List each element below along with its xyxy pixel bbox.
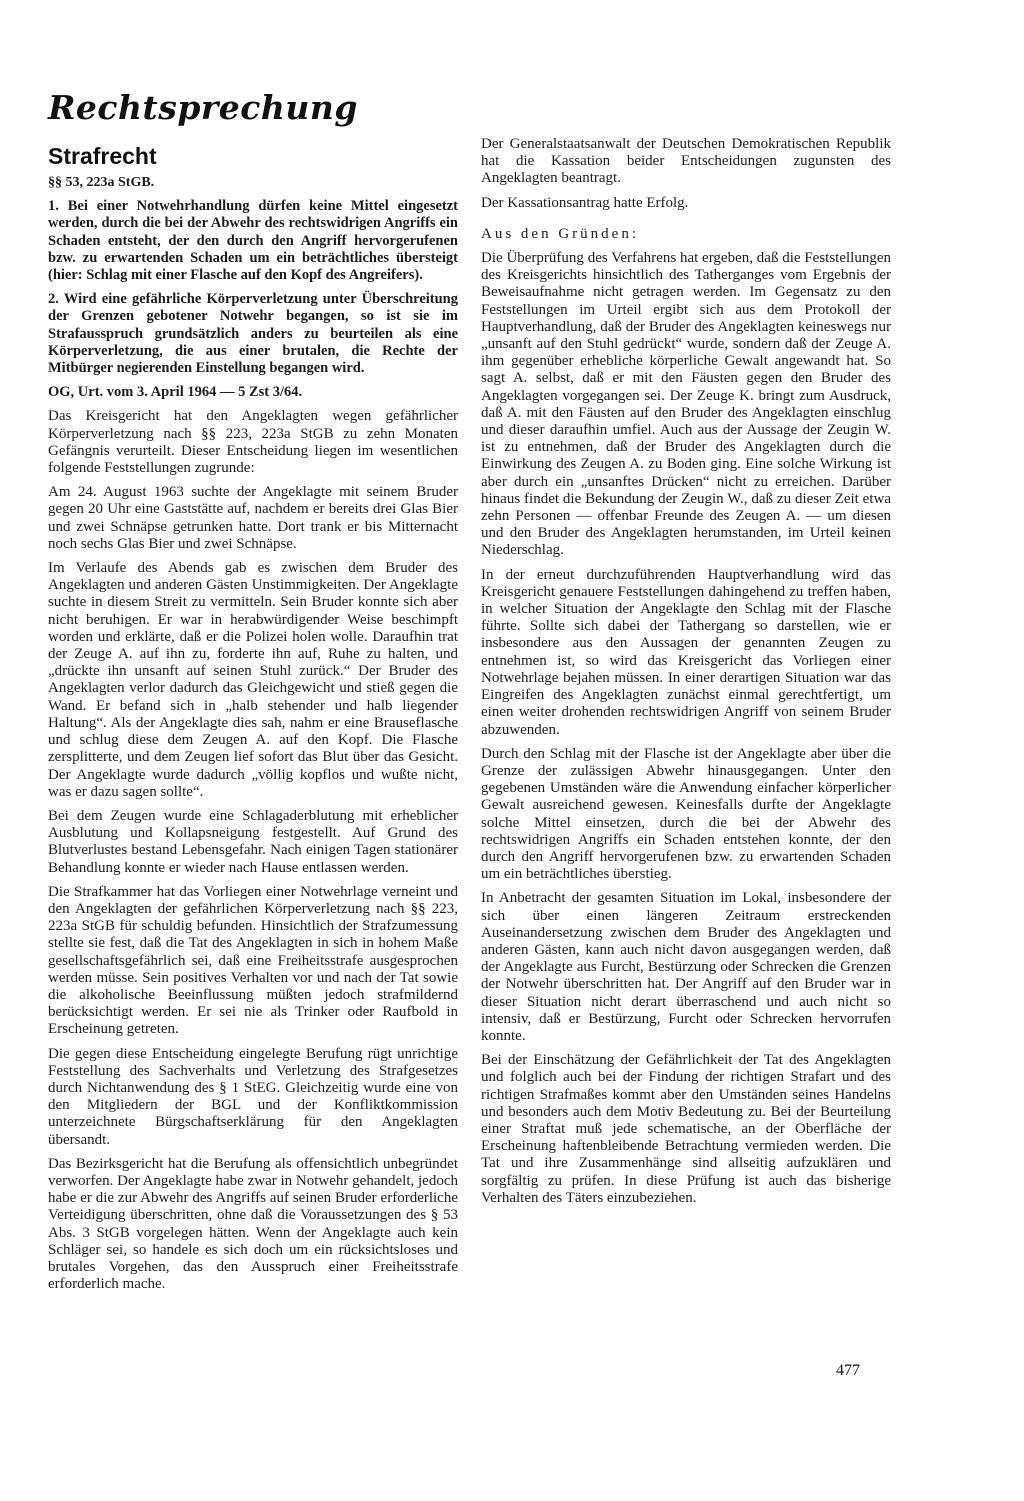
statute-reference: §§ 53, 223a StGB. [48,175,155,190]
paragraph: Bei der Einschätzung der Gefährlichkeit der Tat des Angeklagten und folglich auch bei der Findung der richtigen Strafart und des richtigen Strafmaßes kommt aber den Umständen seines Handelns und besonders auch dem Motiv Bedeutung zu. Bei der Beurteilung einer Straftat muß jede schematische, an der Oberfläche der Erscheinung haftenbleibende Betrachtung vermieden werden. Die Tat und ihre Zusammenhänge sind allseitig aufzuklären und sorgfältig zu prüfen. In diese Prüfung ist auch das bisherige Verhalten des Täters einzubeziehen. [481,1052,891,1206]
paragraph: Das Kreisgericht hat den Angeklagten wegen gefährlicher Körperverletzung nach §§ 223, 223a StGB zu zehn Monaten Gefängnis verurteilt. Dieser Entscheidung liegen im wesentlichen folgende Feststellungen zugrunde: [48,408,458,477]
left-column [48,142,458,1300]
section-title: Strafrecht [48,143,157,169]
paragraph: Die Überprüfung des Verfahrens hat ergeben, daß die Feststellungen des Kreisgerichts hinsichtlich des Tatherganges vom Ergebnis der Beweisaufnahme nicht getragen werden. Im Gegensatz zu den Feststellungen im Urteil ergibt sich aus dem Protokoll der Hauptverhandlung, daß der Bruder des Angeklagten keineswegs nur „unsanft auf den Stuhl gedrückt“ wurde, sondern daß der Zeuge A. ihm gegenüber erhebliche körperliche Gewalt angewandt hat. So sagt A. selbst, daß er mit den Fäusten gegen den Bruder des Angeklagten vorgegangen sei. Der Zeuge K. bringt zum Ausdruck, daß A. mit den Fäusten auf den Bruder des Angeklagten einschlug und dieser daraufhin umfiel. Auch aus der Aussage der Zeugin W. ist zu entnehmen, daß der Bruder des Angeklagten durch die Einwirkung des Zeugen A. zu Boden ging. Eine solche Wirkung ist aber durch ein „unsanftes Drücken“ nicht zu erreichen. Darüber hinaus findet die Bekundung der Zeugin W., daß zu dieser Zeit etwa zehn Personen — offenbar Freunde des Zeugen A. — um diesen und den Bruder des Angeklagten herumstanden, im Urteil keinen Niederschlag. [481,250,891,559]
page-number: 477 [836,1362,860,1379]
page-heading: Rechtsprechung [48,88,358,127]
paragraph: Am 24. August 1963 suchte der Angeklagte mit seinem Bruder gegen 20 Uhr eine Gaststätte auf, nachdem er bereits drei Glas Bier und zwei Schnäpse getrunken hatte. Dort trank er bis Mitternacht noch sechs Glas Bier und zwei Schnäpse. [48,484,458,552]
paragraph: In Anbetracht der gesamten Situation im Lokal, insbesondere der sich über einen längeren Zeitraum erstreckenden Auseinandersetzung zwischen dem Bruder des Angeklagten und anderen Gästen, kann auch nicht davon ausgegangen werden, daß der Angeklagte aus Furcht, Bestürzung oder Schrecken die Grenzen der Notwehr überschritten hat. Der Angriff auf den Bruder war in dieser Situation nicht derart überraschend und auch nicht so intensiv, daß er Bestürzung, Furcht oder Schrecken hervorrufen konnte. [481,890,891,1044]
paragraph: Durch den Schlag mit der Flasche ist der Angeklagte aber über die Grenze der zulässigen Abwehr hinausgegangen. Unter den gegebenen Umständen wäre die Anwendung einfacher körperlicher Gewalt ausreichend gewesen. Keinesfalls durfte der Angeklagte solche Mittel einsetzen, durch die bei der Abwehr des rechtswidrigen Angriffs ein Schaden entstehen konnte, der den durch den Angriff hervorgerufenen bzw. zu erwartenden Schaden um ein beträchtliches überstieg. [481,745,891,883]
headnote-2: 2. Wird eine gefährliche Körperverletzung unter Überschreitung der Grenzen gebotener Notwehr begangen, so ist sie im Strafausspruch grundsätzlich anders zu beurteilen als eine Körperverletzung, die aus einer brutalen, die Rechte der Mitbürger negierenden Einstellung begangen wird. [48,291,458,377]
court-citation: OG, Urt. vom 3. April 1964 — 5 Zst 3/64. [48,384,303,401]
paragraph: Die gegen diese Entscheidung eingelegte Berufung rügt unrichtige Feststellung des Sachverhalts und Verletzung des Strafgesetzes durch Nichtanwendung des § 1 StEG. Gleichzeitig wurde eine von den Mitgliedern der BGL und der Konfliktkommission unterzeichnete Bürgschaftserklärung für den Angeklagten übersandt. [48,1045,458,1148]
headnote-1: 1. Bei einer Notwehrhandlung dürfen keine Mittel eingesetzt werden, durch die bei der Abwehr des rechtswidrigen Angriffs ein Schaden entsteht, der den durch den Angriff hervorgerufenen bzw. zu erwartenden Schaden um ein beträchtliches übersteigt (hier: Schlag mit einer Flasche auf den Kopf des Angreifers). [48,198,458,284]
paragraph: Der Kassationsantrag hatte Erfolg. [481,194,689,211]
paragraph: Das Bezirksgericht hat die Berufung als offensichtlich unbegründet verworfen. Der Angeklagte habe zwar in Notwehr gehandelt, jedoch habe er die zur Abwehr des Angriffs auf seinen Bruder erforderliche Verteidigung überschritten, ohne daß die Voraussetzungen des § 53 Abs. 3 StGB vorgelegen hätten. Wenn der Angeklagte auch kein Schläger sei, so handele es sich doch um ein rücksichtsloses und brutales Vorgehen, das den Ausspruch einer Freiheitsstrafe erforderlich mache. [48,1155,458,1293]
paragraph: Bei dem Zeugen wurde eine Schlagaderblutung mit erheblicher Ausblutung und Kollapsneigung festgestellt. Auf Grund des Blutverlustes bestand Lebensgefahr. Nach einigen Tagen stationärer Behandlung konnte er wieder nach Hause entlassen werden. [48,807,458,876]
paragraph: Im Verlaufe des Abends gab es zwischen dem Bruder des Angeklagten und anderen Gästen Unstimmigkeiten. Der Angeklagte suchte in diesem Streit zu vermitteln. Sein Bruder konnte sich aber nicht beruhigen. Er war in herabwürdigender Weise beschimpft worden und erklärte, daß er die Polizei holen wolle. Daraufhin trat der Zeuge A. auf ihn zu, forderte ihn auf, Ruhe zu halten, und „drückte ihn unsanft auf seinen Stuhl zurück.“ Der Bruder des Angeklagten verlor dadurch das Gleichgewicht und stieß gegen die Wand. Er befand sich in „halb stehender und halb liegender Haltung“. Als der Angeklagte dies sah, nahm er eine Brauseflasche und schlug diese dem Zeugen A. auf den Kopf. Die Flasche zersplitterte, und dem Zeugen lief sofort das Blut über das Gesicht. Der Angeklagte wurde dadurch „völlig kopflos und wußte nicht, was er dazu sagen sollte“. [48,560,458,800]
paragraph: Die Strafkammer hat das Vorliegen einer Notwehrlage verneint und den Angeklagten der gefährlichen Körperverletzung nach §§ 223, 223a StGB für schuldig befunden. Hinsichtlich der Strafzumessung stellte sie fest, daß die Tat des Angeklagten in sich in hohem Maße gesellschaftsgefährlich sei, daß eine Freiheitsstrafe ausgesprochen werden müsse. Sein positives Verhalten vor und nach der Tat sowie die alkoholische Beeinflussung müßten jedoch strafmildernd berücksichtigt werden. Er sei nie als Trinker oder Raufbold in Erscheinung getreten. [48,883,458,1038]
paragraph: In der erneut durchzuführenden Hauptverhandlung wird das Kreisgericht genauere Feststellungen dahingehend zu treffen haben, in welcher Situation der Angeklagte den Schlag mit der Flasche führte. Sollte sich dabei der Tathergang so darstellen, wie er insbesondere aus den Aussagen der genannten Zeugen zu entnehmen ist, so wird das Kreisgericht das Vorliegen einer Notwehrlage bejahen müssen. In einer derartigen Situation war das Eingreifen des Angeklagten zunächst einmal gerechtfertigt, um einen weiter drohenden rechtswidrigen Angriff von seinem Bruder abzuwenden. [481,566,891,738]
right-column [481,136,891,1214]
subheading: Aus den Gründen: [481,225,639,242]
paragraph: Der Generalstaatsanwalt der Deutschen Demokratischen Republik hat die Kassation beider Entscheidungen zugunsten des Angeklagten beantragt. [481,136,891,187]
